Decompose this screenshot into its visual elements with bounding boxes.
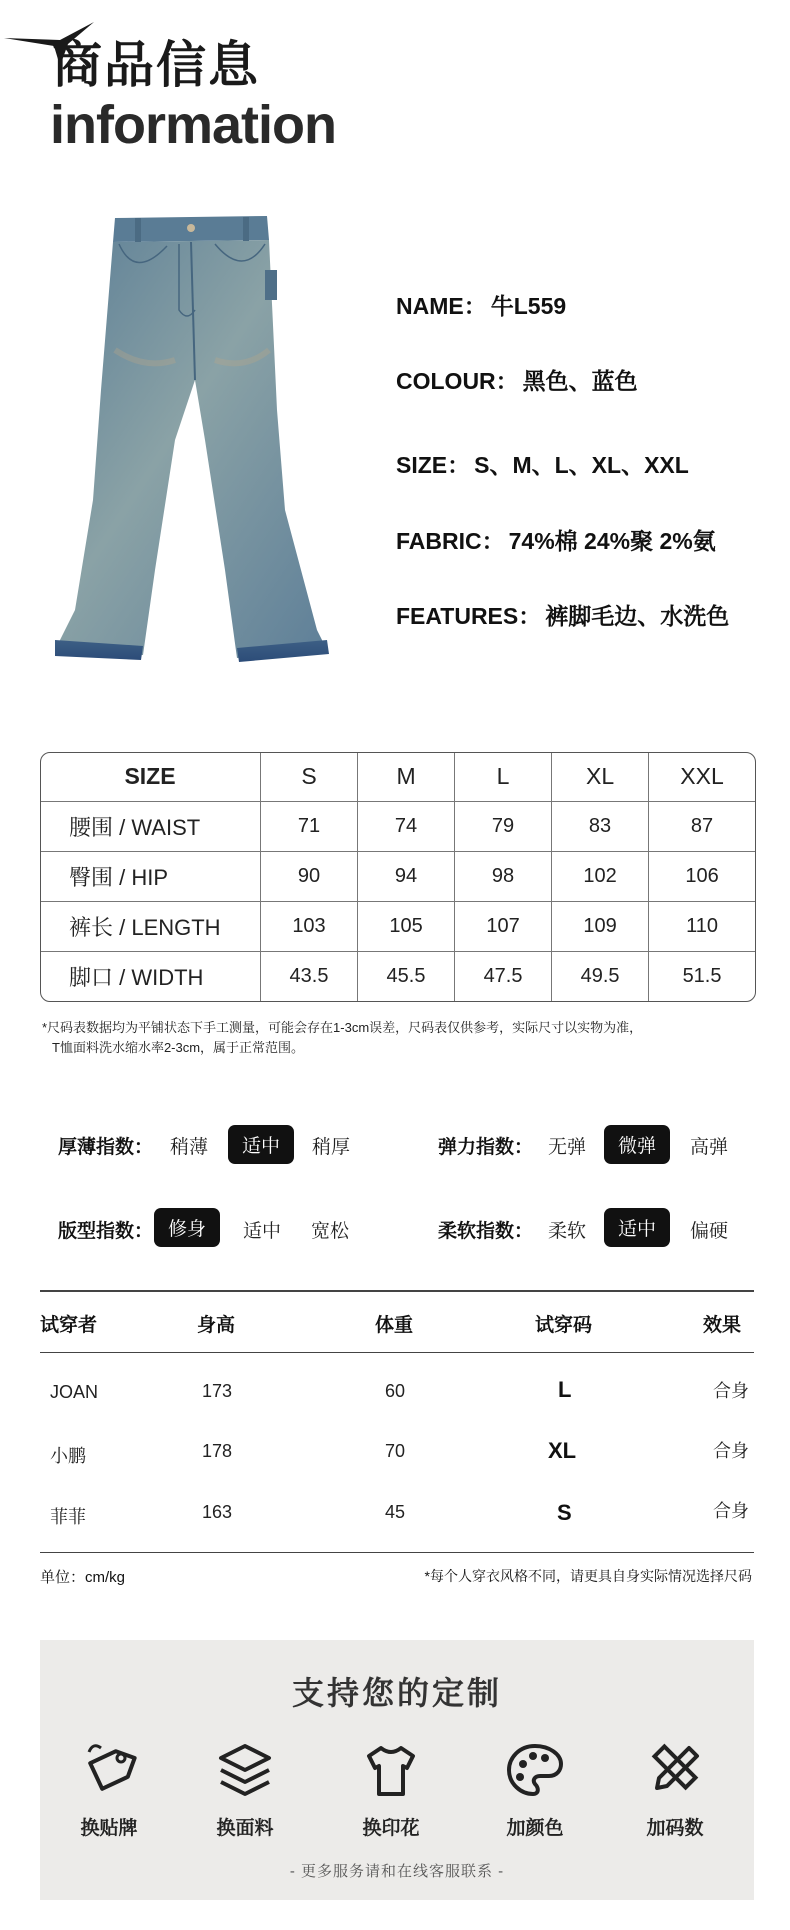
size-cell: 90: [261, 851, 358, 901]
custom-item-fabric: [190, 1740, 300, 1840]
info-fabric: [396, 523, 716, 556]
size-cell: 87: [649, 801, 755, 851]
size-cell: 107: [455, 901, 552, 951]
size-cell: 106: [649, 851, 755, 901]
custom-item-fabric-label: 换面料: [216, 1818, 274, 1839]
info-name-value: 牛L559: [490, 293, 567, 319]
unit-label: 单位：cm/kg: [40, 1569, 126, 1586]
size-row-width: [41, 952, 755, 1001]
size-cell: 47.5: [455, 952, 552, 1001]
elasticity-index-label: 弹力指数：: [438, 1137, 534, 1158]
info-colour: [396, 363, 638, 396]
fit-option-loose: 宽松: [311, 1221, 350, 1242]
info-size-label: SIZE：: [396, 452, 471, 478]
size-cell: 98: [455, 851, 552, 901]
ruler-pencil-icon: [645, 1740, 705, 1800]
fitting-row-1-name: JOAN: [50, 1382, 99, 1402]
palette-icon: [505, 1740, 565, 1800]
softness-option-stiff: 偏硬: [690, 1221, 729, 1242]
fitting-header-size: 试穿码: [535, 1315, 593, 1336]
size-cell: 79: [455, 801, 552, 851]
fitting-row-1-height: 173: [202, 1381, 233, 1401]
customization-panel: [40, 1640, 754, 1900]
size-table: [40, 752, 756, 1002]
jeans-product-image: [55, 210, 340, 665]
info-colour-value: 黑色、蓝色: [522, 368, 638, 394]
info-size-value: S、M、L、XL、XXL: [474, 452, 689, 478]
size-cell: 110: [649, 901, 755, 951]
page-title-en: information: [50, 95, 336, 155]
customization-title: 支持您的定制: [291, 1675, 502, 1711]
size-cell: 109: [552, 901, 649, 951]
info-name: [396, 288, 566, 321]
size-cell: 74: [358, 801, 455, 851]
fitting-header-rule: [40, 1352, 754, 1353]
softness-option-medium-selected: 适中: [604, 1208, 670, 1247]
elasticity-option-slight-selected: 微弹: [604, 1125, 670, 1164]
size-note-line2: T恤面料洗水缩水率2-3cm，属于正常范围。: [52, 1040, 305, 1055]
fitting-row-3-result: 合身: [713, 1501, 749, 1521]
size-header-cell: M: [358, 753, 455, 801]
fitting-row-3-size: S: [557, 1500, 572, 1525]
info-size: [396, 447, 689, 480]
size-row-hip: [41, 851, 755, 901]
fitting-header-tester: 试穿者: [40, 1315, 98, 1336]
fitting-row-2-result: 合身: [713, 1441, 749, 1461]
custom-item-color: [480, 1740, 590, 1840]
fitting-row-3-name: 菲菲: [50, 1507, 86, 1527]
size-header-cell: XXL: [649, 753, 755, 801]
fitting-row-2-weight: 70: [385, 1441, 406, 1461]
customization-footer: - 更多服务请和在线客服联系 -: [289, 1863, 505, 1880]
info-features-value: 裤脚毛边、水洗色: [545, 603, 730, 629]
custom-item-print: [336, 1740, 446, 1840]
custom-item-tag: [54, 1740, 164, 1840]
fitting-header-height: 身高: [197, 1315, 236, 1336]
fitting-bottom-rule: [40, 1552, 754, 1553]
size-cell: 102: [552, 851, 649, 901]
info-fabric-value: 74%棉 24%聚 2%氨: [508, 528, 716, 554]
size-cell: 51.5: [649, 952, 755, 1001]
size-cell: 105: [358, 901, 455, 951]
fitting-disclaimer: *每个人穿衣风格不同，请更具自身实际情况选择尺码: [424, 1568, 752, 1584]
fitting-top-rule: [40, 1290, 754, 1292]
fitting-row-3-weight: 45: [385, 1502, 406, 1522]
info-name-label: NAME：: [396, 293, 487, 319]
fit-index-label: 版型指数：: [58, 1221, 154, 1242]
fitting-row-3-height: 163: [202, 1502, 233, 1522]
size-header-cell: S: [261, 753, 358, 801]
size-cell: 103: [261, 901, 358, 951]
size-note-line1: *尺码表数据均为平铺状态下手工测量，可能会存在1-3cm误差，尺码表仅供参考，实际尺寸以实物为准，: [42, 1020, 643, 1035]
custom-item-print-label: 换印花: [362, 1818, 420, 1839]
custom-item-size-label: 加码数: [646, 1818, 704, 1839]
size-cell: 45.5: [358, 952, 455, 1001]
size-row-label: 腰围 / WAIST: [41, 801, 261, 851]
custom-item-size: [620, 1740, 730, 1840]
custom-item-tag-label: 换贴牌: [80, 1818, 138, 1839]
layers-icon: [215, 1740, 275, 1800]
fitting-row-1-result: 合身: [713, 1381, 749, 1401]
size-header-cell: XL: [552, 753, 649, 801]
fitting-row-1-size: L: [558, 1377, 572, 1402]
info-features-label: FEATURES：: [396, 603, 542, 629]
size-cell: 49.5: [552, 952, 649, 1001]
size-row-waist: [41, 801, 755, 851]
elasticity-option-high: 高弹: [690, 1137, 729, 1158]
elasticity-option-none: 无弹: [548, 1137, 587, 1158]
custom-item-color-label: 加颜色: [506, 1818, 564, 1839]
fit-option-regular: 适中: [243, 1221, 282, 1242]
fitting-header-result: 效果: [703, 1315, 742, 1336]
tag-icon: [79, 1740, 139, 1800]
fitting-row-2-height: 178: [202, 1441, 233, 1461]
softness-option-soft: 柔软: [548, 1221, 587, 1242]
thickness-option-medium-selected: 适中: [228, 1125, 294, 1164]
thickness-option-thick: 稍厚: [312, 1137, 351, 1158]
fit-option-slim-selected: 修身: [154, 1208, 220, 1247]
size-cell: 71: [261, 801, 358, 851]
size-row-length: [41, 901, 755, 951]
size-cell: 83: [552, 801, 649, 851]
fitting-row-2-name: 小鹏: [50, 1446, 86, 1466]
size-row-label: 臀围 / HIP: [41, 851, 261, 901]
fitting-row-2-size: XL: [548, 1438, 577, 1463]
info-fabric-label: FABRIC：: [396, 528, 505, 554]
thickness-option-thin: 稍薄: [170, 1137, 209, 1158]
size-header-cell: L: [455, 753, 552, 801]
size-table-header: [41, 753, 755, 801]
thickness-index-label: 厚薄指数：: [58, 1137, 154, 1158]
size-cell: 43.5: [261, 952, 358, 1001]
size-cell: 94: [358, 851, 455, 901]
tshirt-icon: [361, 1740, 421, 1800]
size-row-label: 裤长 / LENGTH: [41, 901, 261, 951]
softness-index-label: 柔软指数：: [438, 1221, 534, 1242]
fitting-row-1-weight: 60: [385, 1381, 406, 1401]
fitting-header-weight: 体重: [375, 1315, 414, 1336]
info-features: [396, 598, 729, 631]
page-title-cn: 商品信息: [52, 37, 260, 93]
size-note: [42, 1018, 762, 1058]
info-colour-label: COLOUR：: [396, 368, 519, 394]
size-header-cell: SIZE: [41, 753, 261, 801]
size-row-label: 脚口 / WIDTH: [41, 952, 261, 1001]
